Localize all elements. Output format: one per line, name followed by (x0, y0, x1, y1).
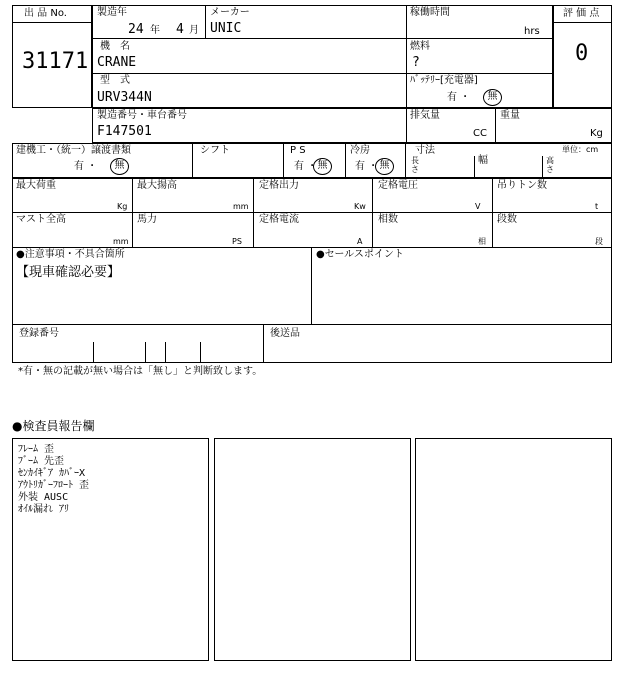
cooling-no-circled: 無 (375, 158, 394, 175)
rated-voltage-label: 定格電圧 (378, 180, 418, 191)
max-load-unit: Kg (117, 202, 128, 211)
mast-height-unit: mm (113, 237, 129, 246)
horsepower-label: 馬力 (137, 214, 157, 225)
inspector-line: 外装 AUSC (18, 492, 69, 503)
lift-ton-unit: t (595, 202, 599, 211)
max-load-label: 最大荷重 (16, 180, 56, 191)
rated-voltage-unit: V (475, 202, 481, 211)
lot-number-label: 出 品 No. (24, 8, 67, 19)
ps-yes: 有 ・ (294, 161, 318, 172)
serial-label: 製造番号・車台番号 (97, 110, 187, 121)
battery-yes: 有 ・ (447, 92, 471, 103)
battery-label: ﾊﾞｯﾃﾘｰ[充電器] (410, 75, 478, 86)
inspector-line: ｵｲﾙ漏れ ｱﾘ (18, 504, 70, 515)
weight-unit: Kg (590, 128, 603, 139)
shift-label: シフト (200, 145, 230, 156)
month-value: 4 (176, 22, 184, 37)
type-value: URV344N (97, 90, 152, 105)
mast-height-label: マスト全高 (16, 214, 66, 225)
transfer-docs-label: 建機工・（統一）譲渡書類 (16, 145, 131, 156)
hours-unit: hrs (524, 26, 540, 37)
transfer-no-circled: 無 (110, 158, 129, 175)
maker-label: メーカー (210, 7, 250, 18)
year-unit: 年 (150, 25, 160, 36)
inspector-line: ｱｳﾄﾘｶﾞｰﾌﾛｰﾄ 歪 (18, 480, 90, 491)
rated-output-label: 定格出力 (259, 180, 299, 191)
type-label: 型 式 (100, 75, 130, 86)
fuel-label: 燃料 (410, 41, 430, 52)
month-unit: 月 (189, 25, 199, 36)
stages-unit: 段 (595, 237, 603, 246)
transfer-yes: 有 ・ (74, 161, 98, 172)
spec-row-4 (12, 212, 612, 248)
dimensions-label: 寸法 (415, 145, 435, 156)
cooling-yes: 有 ・ (355, 161, 379, 172)
footnote: *有・無の記載が無い場合は「無し」と判断致します。 (18, 366, 263, 377)
serial-value: F147501 (97, 124, 152, 139)
weight-label: 重量 (500, 110, 520, 121)
rating-value: 0 (575, 41, 589, 66)
maker-value: UNIC (210, 21, 242, 36)
height-label: 高 さ (546, 156, 554, 174)
length-label: 長 さ (411, 156, 419, 174)
max-lift-unit: mm (233, 202, 249, 211)
lot-number: 31171 (22, 49, 89, 74)
hours-label: 稼働時間 (410, 7, 450, 18)
fuel-value: ? (412, 55, 420, 70)
unit-note: 単位：cm (562, 145, 599, 154)
stages-label: 段数 (497, 214, 517, 225)
cooling-label: 冷房 (350, 145, 370, 156)
horsepower-unit: PS (232, 237, 242, 246)
year-value: 24 (128, 22, 144, 37)
ps-no-circled: 無 (313, 158, 332, 175)
rated-output-unit: Kw (354, 202, 366, 211)
model-name-label: 機 名 (100, 41, 130, 52)
registration-section (12, 324, 612, 363)
rated-current-unit: A (357, 237, 363, 246)
year-label: 製造年 (97, 7, 127, 18)
inspector-line: ﾌﾚｰﾑ 歪 (18, 444, 55, 455)
lift-ton-label: 吊りトン数 (497, 180, 547, 191)
rated-current-label: 定格電流 (259, 214, 299, 225)
displacement-label: 排気量 (410, 110, 440, 121)
inspector-line: ﾌﾞｰﾑ 先歪 (18, 456, 65, 467)
max-lift-label: 最大揚高 (137, 180, 177, 191)
model-name-value: CRANE (97, 55, 137, 70)
caution-text: 【現車確認必要】 (16, 265, 121, 280)
registration-number-label: 登録番号 (19, 328, 59, 339)
width-label: 幅 (478, 155, 488, 166)
rating-label: 評 価 点 (563, 8, 600, 19)
inspector-panel-3 (415, 438, 612, 661)
displacement-unit: CC (473, 128, 487, 139)
inspector-panel-2 (214, 438, 411, 661)
ps-label: P S (290, 145, 306, 156)
inspector-report-title: ●検査員報告欄 (12, 419, 95, 433)
phases-label: 相数 (378, 214, 398, 225)
sales-point-label: ●セールスポイント (316, 249, 404, 260)
inspector-line: ｾﾝｶｲｷﾞｱ ｶﾊﾞｰX (18, 468, 86, 479)
caution-label: ●注意事項・不具合箇所 (16, 249, 125, 260)
post-delivery-label: 後送品 (270, 328, 300, 339)
inspector-notes (18, 444, 89, 516)
phases-unit: 相 (478, 237, 486, 246)
battery-no-circled: 無 (483, 89, 502, 106)
